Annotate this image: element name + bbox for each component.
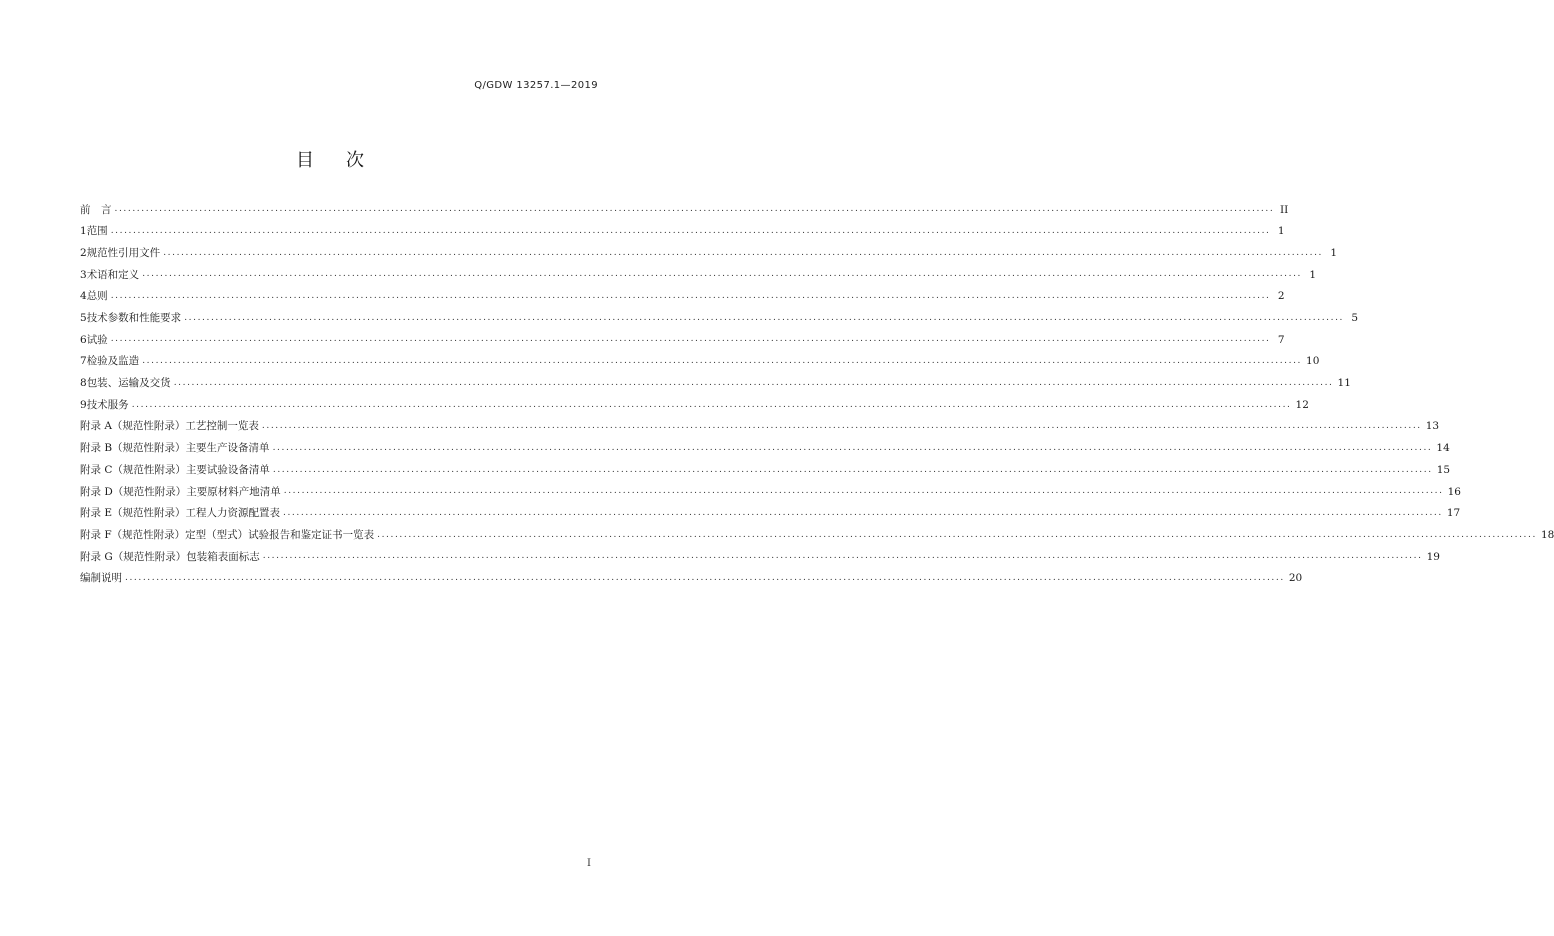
toc-entry-title: 技术参数和性能要求 [86,312,182,325]
toc-dot-leader: .................................................................................................................................................................................................................................................................... [377,529,1537,540]
toc-entry[interactable] [80,351,1320,373]
toc-entry-appendix: 附录 F（规范性附录） [80,528,186,541]
toc-entry[interactable] [80,221,1285,243]
toc-entry-title: 主要原材料产地清单 [186,485,281,498]
toc-dot-leader: .................................................................................................................................................................................................................................................................... [142,356,1303,367]
toc-entry-number: 9 [80,398,87,411]
toc-entry-number: 1 [80,225,87,238]
toc-entry-appendix: 附录 G（规范性附录） [80,550,187,563]
toc-entry-title: 总则 [86,290,108,303]
toc-entry-page: 7 [1277,333,1285,346]
toc-entry-title: 主要生产设备清单 [185,442,270,455]
toc-entry-page: 1 [1309,268,1317,281]
toc-dot-leader: .................................................................................................................................................................................................................................................................... [110,334,1271,345]
toc-entry-page: 15 [1436,463,1451,476]
page-number: I [587,858,591,869]
toc-entry[interactable] [80,199,1289,221]
toc-title [0,146,662,172]
toc-dot-leader: .................................................................................................................................................................................................................................................................... [272,464,1433,475]
toc-dot-leader: .................................................................................................................................................................................................................................................................... [110,226,1271,237]
toc-entry[interactable] [80,373,1351,395]
toc-entry-title: 包装、运输及交货 [86,377,171,390]
toc-entry-number: 3 [80,268,87,281]
toc-entry-title: 术语和定义 [86,268,140,281]
toc-entry[interactable] [80,394,1309,416]
toc-entry-number: 8 [80,377,87,390]
toc-entry-page: 2 [1277,290,1285,303]
toc-entry-title: 试验 [86,333,108,346]
toc-entry-page: 1 [1277,225,1285,238]
toc-entry[interactable] [80,438,1450,460]
toc-dot-leader: .................................................................................................................................................................................................................................................................... [184,312,1345,323]
toc-entry-appendix: 附录 C（规范性附录） [80,463,186,476]
toc-entry-title: 检验及监造 [86,355,140,368]
toc-dot-leader: .................................................................................................................................................................................................................................................................... [283,507,1443,518]
toc-dot-leader: .................................................................................................................................................................................................................................................................... [163,247,1324,258]
toc-entry-page: 11 [1337,377,1351,390]
toc-dot-leader: .................................................................................................................................................................................................................................................................... [261,421,1422,432]
toc-entry-title: 工艺控制一览表 [185,420,259,433]
toc-title-right: 次 [346,150,366,171]
toc-dot-leader: .................................................................................................................................................................................................................................................................... [173,377,1334,388]
toc-entry-title: 范围 [86,225,108,238]
toc-entry-page: 14 [1436,442,1450,455]
toc-entry-appendix: 附录 B（规范性附录） [80,442,186,455]
toc-entry-number: 2 [80,246,87,259]
toc-dot-leader: .................................................................................................................................................................................................................................................................... [283,486,1444,497]
toc-dot-leader: .................................................................................................................................................................................................................................................................... [114,204,1275,215]
toc-entry[interactable] [80,546,1440,568]
toc-entry[interactable] [80,481,1461,503]
toc-dot-leader: .................................................................................................................................................................................................................................................................... [110,291,1271,302]
toc-entry-appendix: 附录 A（规范性附录） [80,420,186,433]
toc-dot-leader: .................................................................................................................................................................................................................................................................... [262,551,1423,562]
toc-entry-page: 1 [1330,246,1338,259]
toc-entry[interactable] [80,524,1554,546]
toc-entry[interactable] [80,416,1440,438]
toc-entry[interactable] [80,264,1317,286]
toc-entry-title: 编制说明 [80,572,122,585]
toc-entry-title: 工程人力资源配置表 [185,507,281,520]
toc-entry-number: 7 [80,355,87,368]
toc-entry[interactable] [80,459,1451,481]
toc-entry-page: 18 [1540,528,1554,541]
toc-entry-page: 20 [1288,572,1303,585]
document-code: Q/GDW 13257.1—2019 [474,80,598,91]
toc-entry-page: 17 [1446,507,1461,520]
toc-entry-title: 规范性引用文件 [86,246,161,259]
toc-entry-title: 前 言 [80,203,112,216]
toc-entry-page: 5 [1351,312,1359,325]
toc-entry-number: 4 [80,290,87,303]
toc-entry[interactable] [80,568,1303,590]
toc-title-left: 目 [296,150,316,171]
toc-entry-title: 主要试验设备清单 [185,463,270,476]
toc-entry[interactable] [80,286,1285,308]
toc-entry-number: 6 [80,333,87,346]
toc-entry-title: 技术服务 [86,398,129,411]
toc-entry-title: 定型（型式）试验报告和鉴定证书一览表 [185,528,375,541]
toc-dot-leader: .................................................................................................................................................................................................................................................................... [131,399,1292,410]
toc-entry-page: II [1280,203,1289,216]
toc-entry-page: 10 [1306,355,1320,368]
toc-entry-page: 16 [1447,485,1461,498]
toc-entry[interactable] [80,242,1338,264]
toc-entry-number: 5 [80,312,87,325]
toc-dot-leader: .................................................................................................................................................................................................................................................................... [272,442,1433,453]
toc-entry[interactable] [80,329,1285,351]
toc-dot-leader: .................................................................................................................................................................................................................................................................... [125,573,1285,584]
toc-entry[interactable] [80,307,1359,329]
toc-entry-page: 12 [1295,398,1309,411]
toc-entry-page: 19 [1426,550,1440,563]
toc-entry[interactable] [80,503,1461,525]
toc-entry-appendix: 附录 D（规范性附录） [80,485,187,498]
toc-dot-leader: .................................................................................................................................................................................................................................................................... [142,269,1303,280]
toc-entry-appendix: 附录 E（规范性附录） [80,507,186,520]
table-of-contents [80,199,1554,589]
toc-entry-title: 包装箱表面标志 [186,550,260,563]
toc-entry-page: 13 [1425,420,1440,433]
